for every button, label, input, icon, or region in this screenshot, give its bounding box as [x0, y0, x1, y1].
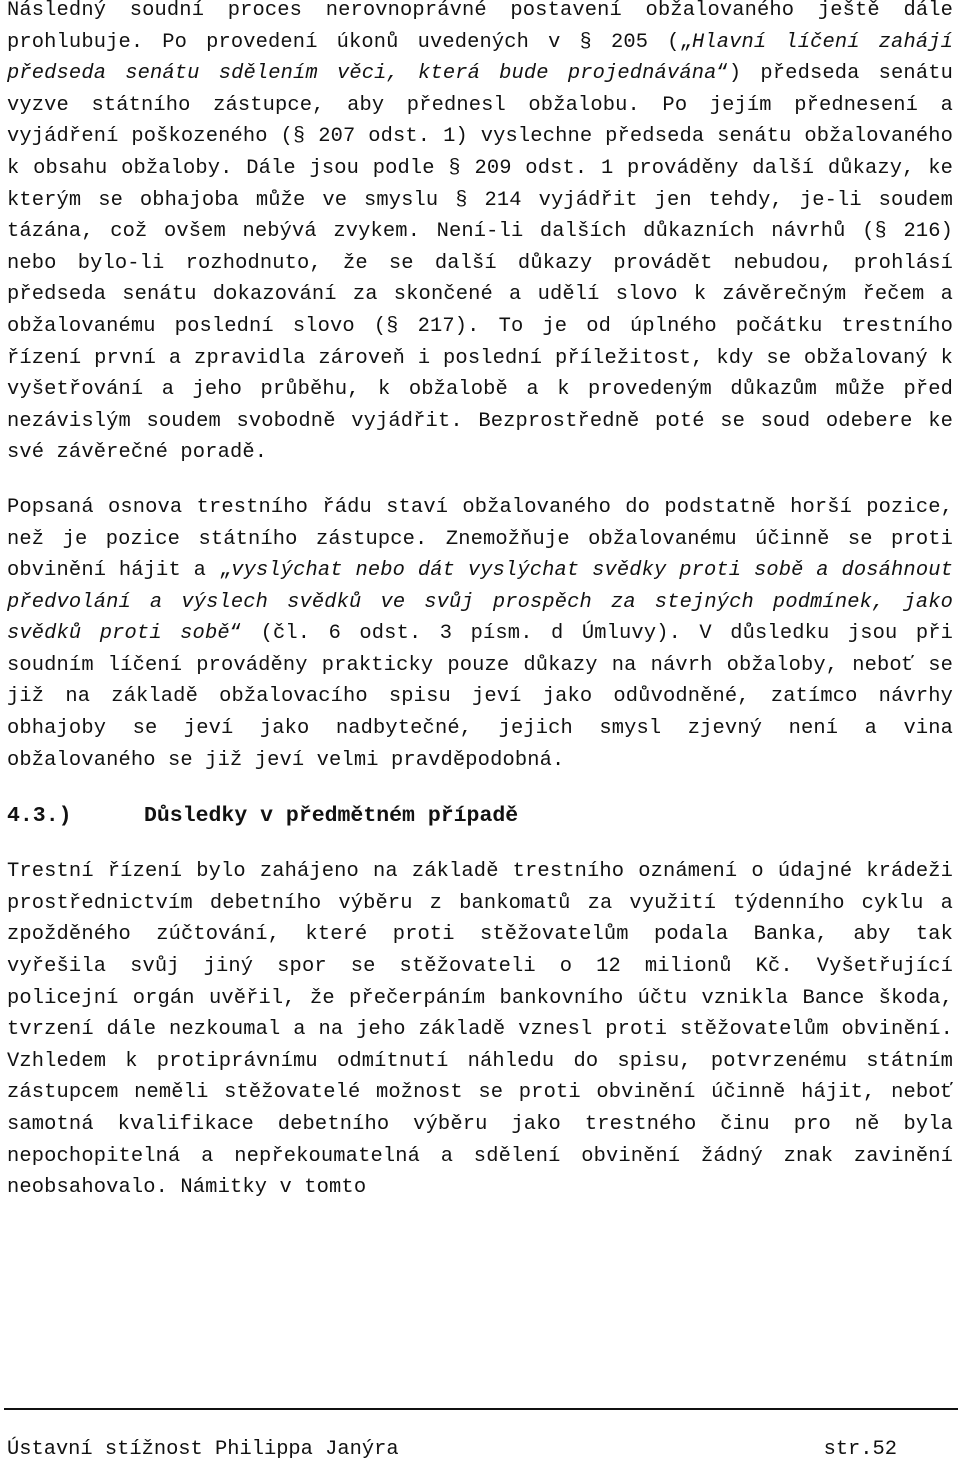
section-heading: [7, 801, 953, 832]
body-paragraph-proceedings: [7, 0, 953, 469]
paragraph-text: “) předseda senátu vyzve státního zástupce, aby přednesl obžalobu. Po jejím přednesení a vyjádření poškozeného (§ 207 odst. 1) vyslechne předseda senátu obžalovaného k obsahu obžaloby. Dále jsou podle § 209 odst. 1 prováděny další důkazy, ke kterým se obhajoba může ve smyslu § 214 vyjádřit jen tehdy, je-li soudem tázána, což ovšem nebývá zvykem. Není-li dalších důkazních návrhů (§ 216) nebo bylo-li rozhodnuto, že se další důkazy provádět nebudou, prohlásí předseda senátu dokazování za skončené a udělí slovo k závěrečným řečem a obžalovanému poslední slovo (§ 217). To je od úplného počátku trestního řízení první a zpravidla zároveň i poslední příležitost, kdy se obžalovaný k vyšetřování a jeho průběhu, k obžalobě a k provedeným důkazům může před nezávislým soudem svobodně vyjádřit. Bezprostředně poté se soud odebere ke své závěrečné poradě.: [7, 62, 953, 465]
quoted-text-italic: Hlavní líčení zahájí předseda senátu sdělením věci, která bude projednávána: [7, 30, 953, 86]
paragraph-text: Následný soudní proces nerovnoprávné postavení obžalovaného ještě dále prohlubuje. Po provedení úkonů uvedených v § 205 („: [7, 0, 953, 54]
footer-document-title: Ústavní stížnost Philippa Janýra: [7, 1438, 399, 1461]
page-footer: [7, 1435, 897, 1465]
footer-page-number: str.52: [823, 1438, 897, 1461]
body-paragraph-case: Trestní řízení bylo zahájeno na základě trestního oznámení o údajné krádeži prostřednictvím debetního výběru z bankomatů za využití týdenního cyklu a zpožděného zúčtování, které proti stěžovatelům podala Banka, aby tak vyřešila svůj jiný spor se stěžovateli o 12 milionů Kč. Vyšetřující policejní orgán uvěřil, že přečerpáním bankovního účtu vznikla Bance škoda, tvrzení dále nezkoumal a na jeho základě vznesl proti stěžovatelům obvinění. Vzhledem k protiprávnímu odmítnutí náhledu do spisu, potvrzenému státním zástupcem neměli stěžovatelé možnost se proti obvinění účinně hájit, neboť samotná kvalifikace debetního výběru jako trestného činu pro ně byla nepochopitelná a nepřekoumatelná a sdělení obvinění žádný znak zavinění neobsahovalo. Námitky v tomto: [7, 860, 953, 1200]
paragraph-text: Popsaná osnova trestního řádu staví obžalovaného do podstatně horší pozice, než je pozice státního zástupce. Znemožňuje obžalovanému účinně se proti obvinění hájit a „: [7, 495, 953, 583]
paragraph-text: “ (čl. 6 odst. 3 písm. d Úmluvy). V důsledku jsou při soudním líčení prováděny prakticky pouze důkazy na návrh obžaloby, neboť se již na základě obžalovacího spisu jeví jako odůvodněné, zatímco návrhy obhajoby se jeví jako nadbytečné, jejich smysl zjevný není a vina obžalovaného se již jeví velmi pravděpodobná.: [7, 622, 953, 772]
footer-divider: [4, 1408, 958, 1410]
quoted-text-italic: vyslýchat nebo dát vyslýchat svědky proti sobě a dosáhnout předvolání a výslech svědků ve svůj prospěch za stejných podmínek, jako svědků proti sobě: [7, 559, 953, 646]
document-page: [7, 0, 953, 1204]
body-paragraph-inequality: [7, 492, 953, 776]
section-title: Důsledky v předmětném případě: [144, 804, 519, 829]
section-number: 4.3.): [7, 804, 72, 829]
